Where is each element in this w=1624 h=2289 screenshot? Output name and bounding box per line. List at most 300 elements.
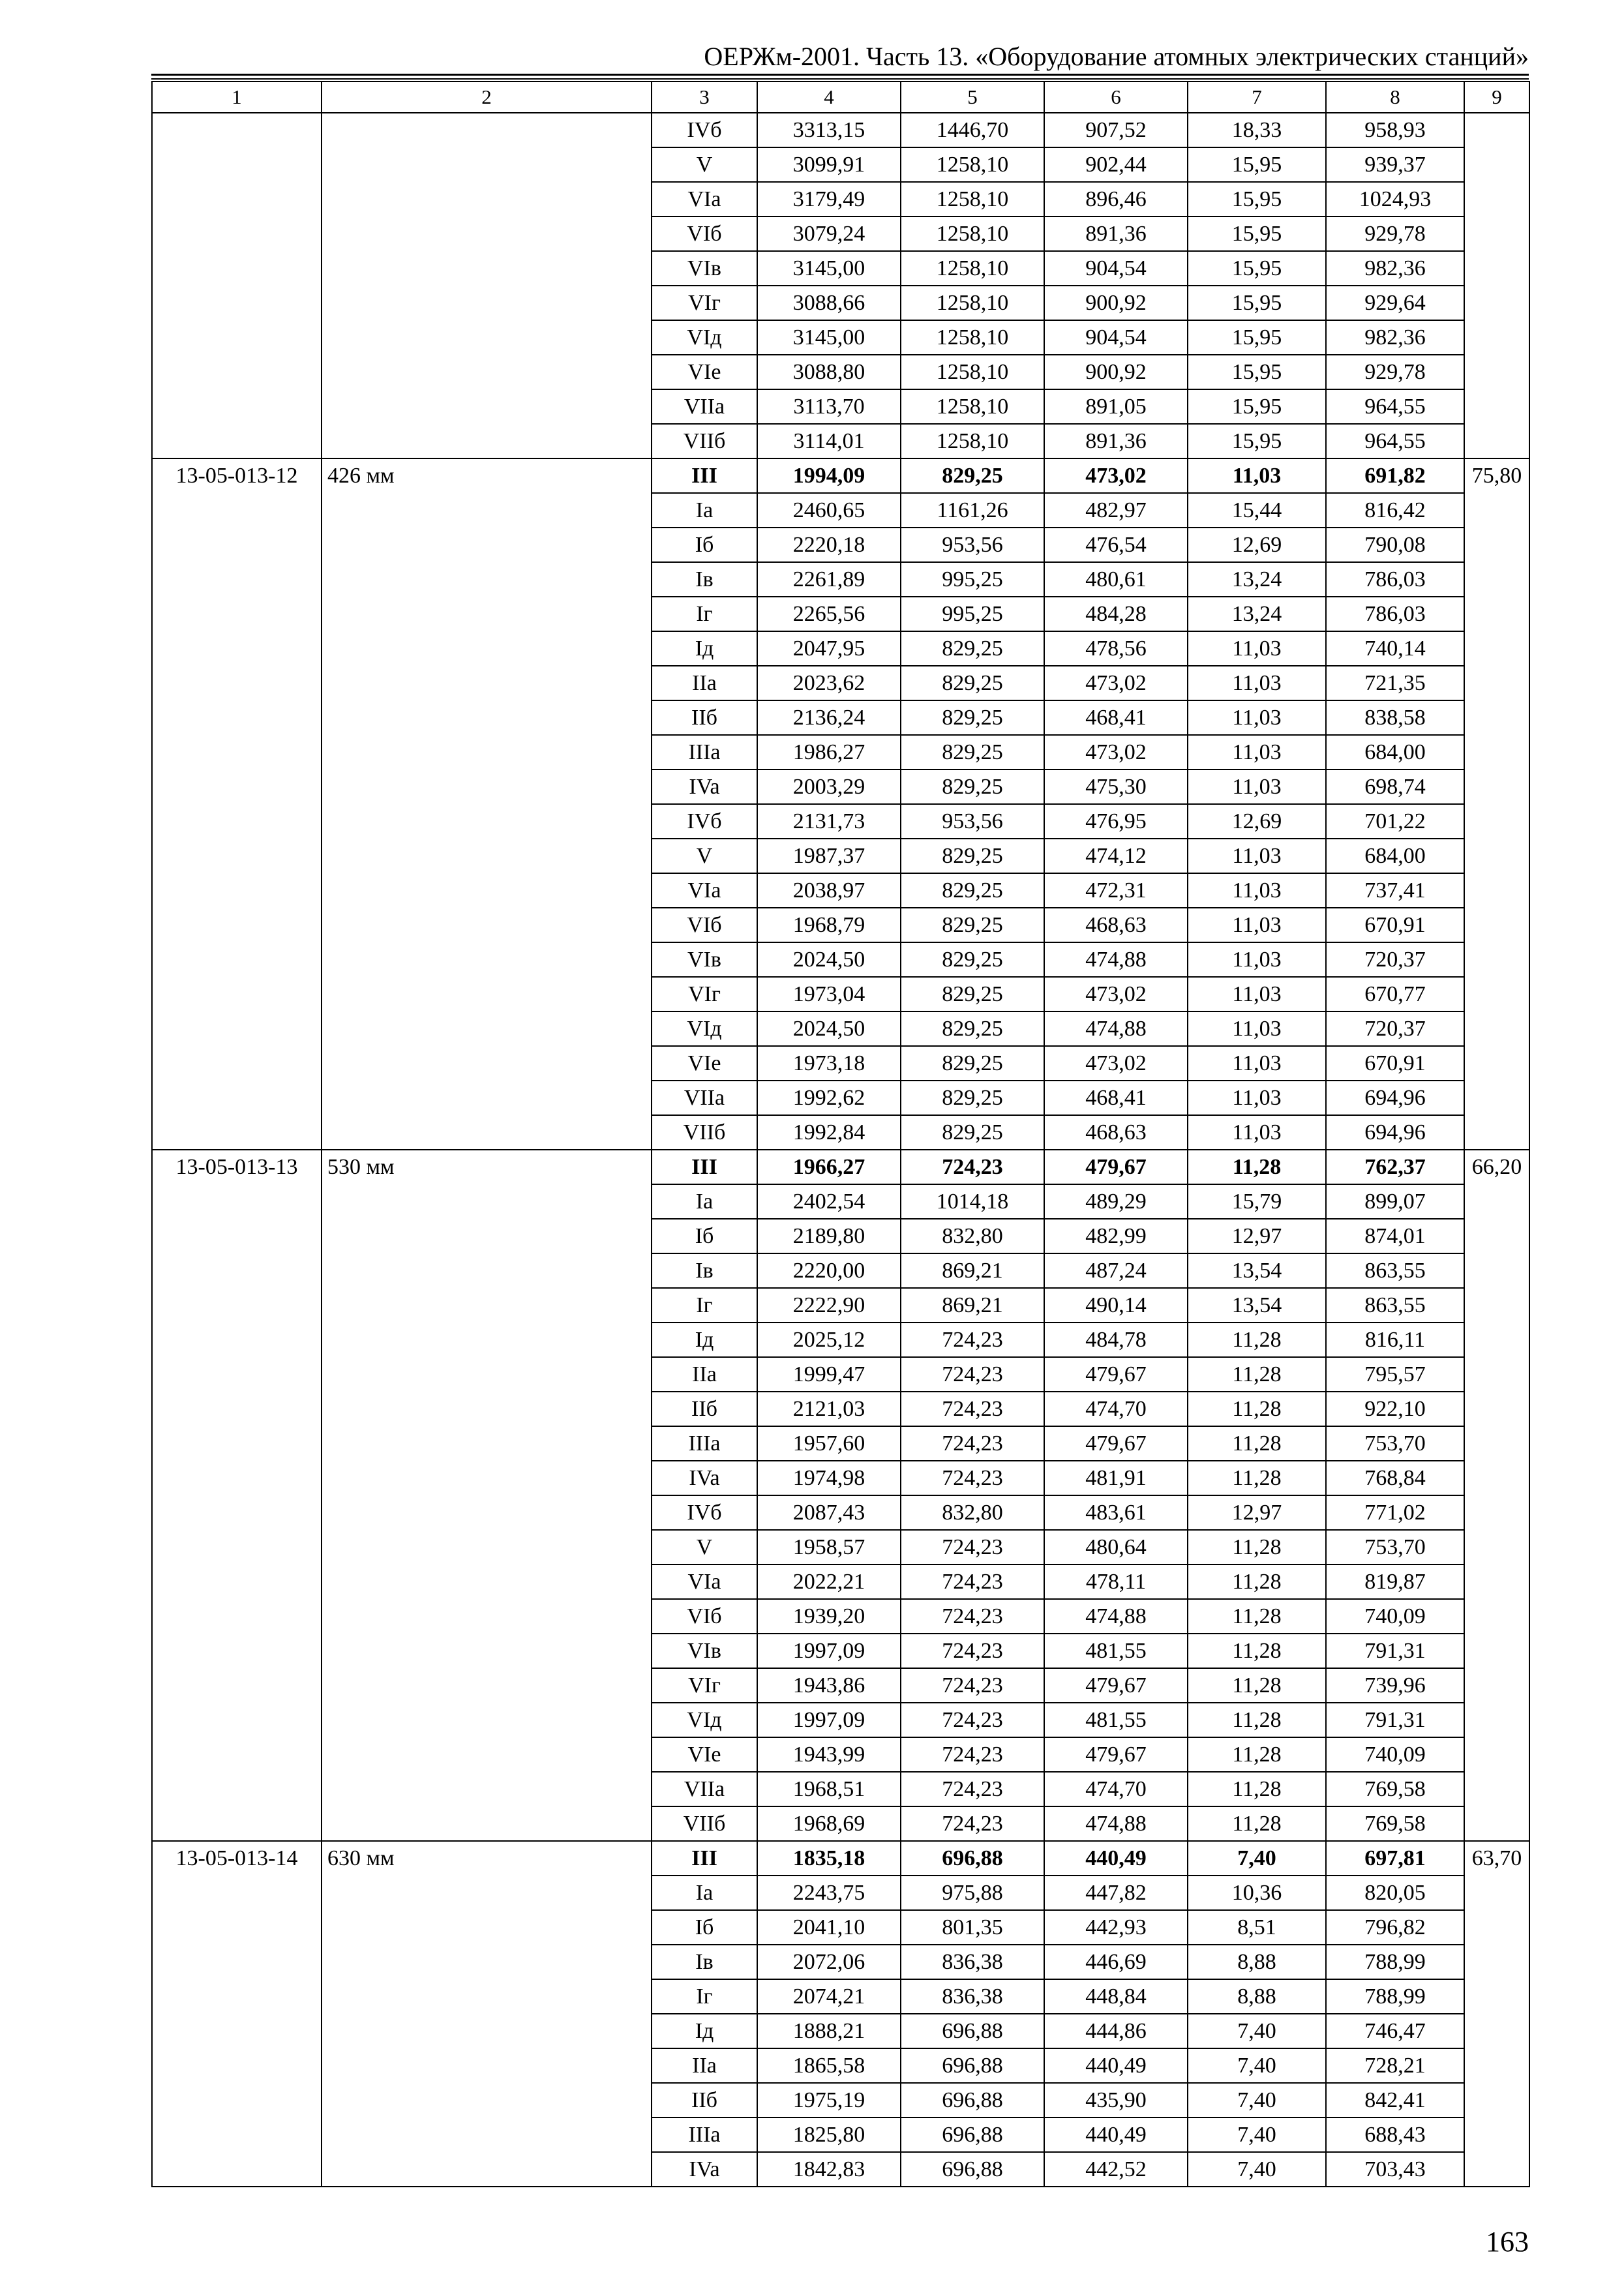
cell-col5: 696,88 [901,1841,1044,1876]
column-header: 7 [1188,82,1326,113]
cell-col5: 829,25 [901,873,1044,908]
cell-subcategory: VIд [652,1703,757,1737]
cell-col8: 958,93 [1326,113,1464,147]
cell-col6: 478,11 [1044,1564,1188,1599]
cell-col5: 829,25 [901,770,1044,804]
cell-col6: 483,61 [1044,1495,1188,1530]
cell-col8: 737,41 [1326,873,1464,908]
cell-col8: 684,00 [1326,839,1464,873]
cell-subcategory: IIб [652,2083,757,2117]
cell-col8: 720,37 [1326,1011,1464,1046]
cell-subcategory: Ia [652,1876,757,1910]
cell-col6: 896,46 [1044,182,1188,217]
cell-col6: 473,02 [1044,977,1188,1011]
page-header-title: ОЕРЖм-2001. Часть 13. «Оборудование атомных электрических станций» [704,42,1529,71]
cell-subcategory: VIe [652,1737,757,1772]
cell-subcategory: Iд [652,631,757,666]
cell-col8: 929,78 [1326,355,1464,389]
cell-col8: 790,08 [1326,528,1464,562]
cell-col4: 2087,43 [757,1495,901,1530]
table-header [152,82,1529,113]
cell-col4: 2402,54 [757,1184,901,1219]
cell-col7: 15,95 [1188,286,1326,320]
cell-subcategory: VIe [652,355,757,389]
cell-col5: 829,25 [901,631,1044,666]
cell-col7: 7,40 [1188,2048,1326,2083]
cell-col8: 728,21 [1326,2048,1464,2083]
cell-subcategory: V [652,839,757,873]
cell-col7: 15,95 [1188,320,1326,355]
cell-col8: 688,43 [1326,2117,1464,2152]
cell-col4: 1966,27 [757,1150,901,1184]
cell-col6: 487,24 [1044,1253,1188,1288]
cell-col7: 7,40 [1188,2117,1326,2152]
cell-col6: 476,95 [1044,804,1188,839]
cell-col6: 474,70 [1044,1392,1188,1426]
cell-col4: 3088,66 [757,286,901,320]
cell-col7: 8,51 [1188,1910,1326,1945]
cell-col8: 703,43 [1326,2152,1464,2187]
cell-subcategory: IIa [652,2048,757,2083]
cell-subcategory: Iд [652,2014,757,2048]
column-header: 9 [1464,82,1529,113]
cell-col8: 698,74 [1326,770,1464,804]
cell-subcategory: VIв [652,1634,757,1668]
cell-col4: 1997,09 [757,1703,901,1737]
cell-col6: 474,88 [1044,1599,1188,1634]
cell-col8: 721,35 [1326,666,1464,700]
cell-col5: 724,23 [901,1323,1044,1357]
cell-col6: 904,54 [1044,251,1188,286]
cell-col5: 829,25 [901,977,1044,1011]
cell-col5: 696,88 [901,2014,1044,2048]
cell-col5: 829,25 [901,1081,1044,1115]
cell-col4: 1865,58 [757,2048,901,2083]
cell-col8: 874,01 [1326,1219,1464,1253]
cell-col5: 832,80 [901,1219,1044,1253]
cell-col6: 489,29 [1044,1184,1188,1219]
cell-col5: 1161,26 [901,493,1044,528]
cell-col8: 816,11 [1326,1323,1464,1357]
table-body [152,113,1529,2187]
cell-col5: 995,25 [901,562,1044,597]
cell-col8: 694,96 [1326,1115,1464,1150]
cell-col7: 11,03 [1188,458,1326,493]
cell-col5: 829,25 [901,942,1044,977]
table-row [152,1150,1529,1184]
cell-col4: 2222,90 [757,1288,901,1323]
header-rule [151,74,1529,76]
cell-col8: 670,77 [1326,977,1464,1011]
cell-col7: 11,28 [1188,1357,1326,1392]
cell-col7: 15,95 [1188,147,1326,182]
cell-subcategory: VIг [652,977,757,1011]
cell-subcategory: Iг [652,1288,757,1323]
cell-col7: 11,03 [1188,908,1326,942]
column-header: 6 [1044,82,1188,113]
cell-col8: 929,78 [1326,217,1464,251]
cell-col6: 440,49 [1044,1841,1188,1876]
cell-subcategory: IIб [652,700,757,735]
cell-col5: 724,23 [901,1426,1044,1461]
cell-col7: 11,28 [1188,1806,1326,1841]
cell-col6: 481,55 [1044,1703,1188,1737]
cell-col6: 484,28 [1044,597,1188,631]
cell-col8: 691,82 [1326,458,1464,493]
cell-col5: 724,23 [901,1772,1044,1806]
cell-col5: 829,25 [901,1046,1044,1081]
cell-col6: 468,63 [1044,908,1188,942]
cell-subcategory: Iд [652,1323,757,1357]
cell-col6: 891,36 [1044,217,1188,251]
cell-col6: 482,97 [1044,493,1188,528]
cell-col7: 10,36 [1188,1876,1326,1910]
cell-subcategory: VIб [652,1599,757,1634]
cell-col4: 1943,86 [757,1668,901,1703]
cell-subcategory: IIa [652,666,757,700]
cell-col6: 473,02 [1044,735,1188,770]
cell-col8: 746,47 [1326,2014,1464,2048]
cell-col5: 869,21 [901,1288,1044,1323]
cell-col8: 820,05 [1326,1876,1464,1910]
cell-subcategory: VIIa [652,1081,757,1115]
cell-col5: 1014,18 [901,1184,1044,1219]
cell-col6: 474,70 [1044,1772,1188,1806]
rates-table [151,81,1530,2187]
cell-col8: 816,42 [1326,493,1464,528]
cell-col5: 1258,10 [901,424,1044,458]
cell-col4: 1968,69 [757,1806,901,1841]
cell-col6: 442,52 [1044,2152,1188,2187]
cell-col6: 472,31 [1044,873,1188,908]
cell-col7: 11,03 [1188,666,1326,700]
cell-col6: 474,88 [1044,942,1188,977]
cell-col4: 2189,80 [757,1219,901,1253]
cell-subcategory: VIг [652,1668,757,1703]
cell-col5: 1258,10 [901,320,1044,355]
cell-col6: 891,36 [1044,424,1188,458]
cell-col6: 468,41 [1044,1081,1188,1115]
cell-col8: 670,91 [1326,1046,1464,1081]
cell-col5: 975,88 [901,1876,1044,1910]
cell-col7: 11,28 [1188,1392,1326,1426]
cell-col8: 684,00 [1326,735,1464,770]
cell-col5: 829,25 [901,1115,1044,1150]
cell-col7: 11,03 [1188,770,1326,804]
cell-col6: 473,02 [1044,1046,1188,1081]
cell-col6: 474,88 [1044,1806,1188,1841]
cell-col4: 2074,21 [757,1979,901,2014]
cell-col7: 11,03 [1188,1011,1326,1046]
cell-col6: 448,84 [1044,1979,1188,2014]
cell-col6: 482,99 [1044,1219,1188,1253]
cell-col6: 481,91 [1044,1461,1188,1495]
cell-col8: 791,31 [1326,1703,1464,1737]
cell-col8: 788,99 [1326,1979,1464,2014]
table-row [152,458,1529,493]
cell-col4: 1958,57 [757,1530,901,1564]
cell-col5: 829,25 [901,735,1044,770]
cell-col5: 724,23 [901,1564,1044,1599]
cell-col6: 435,90 [1044,2083,1188,2117]
cell-col8: 964,55 [1326,389,1464,424]
cell-col4: 2121,03 [757,1392,901,1426]
cell-col5: 829,25 [901,839,1044,873]
cell-col4: 2024,50 [757,942,901,977]
cell-col4: 1968,51 [757,1772,901,1806]
cell-col8: 739,96 [1326,1668,1464,1703]
cell-col5: 724,23 [901,1357,1044,1392]
cell-col4: 1825,80 [757,2117,901,2152]
cell-col6: 479,67 [1044,1150,1188,1184]
cell-col6: 902,44 [1044,147,1188,182]
cell-col8: 982,36 [1326,320,1464,355]
cell-col5: 696,88 [901,2083,1044,2117]
cell-col5: 801,35 [901,1910,1044,1945]
cell-col7: 11,03 [1188,700,1326,735]
cell-col8: 863,55 [1326,1253,1464,1288]
cell-col8: 740,09 [1326,1737,1464,1772]
cell-col6: 490,14 [1044,1288,1188,1323]
cell-col7: 8,88 [1188,1979,1326,2014]
cell-col7: 11,28 [1188,1737,1326,1772]
cell-col8: 740,09 [1326,1599,1464,1634]
cell-subcategory: VIв [652,942,757,977]
cell-col7: 11,28 [1188,1426,1326,1461]
cell-col4: 2041,10 [757,1910,901,1945]
cell-col8: 753,70 [1326,1426,1464,1461]
cell-col4: 1992,84 [757,1115,901,1150]
cell-col5: 696,88 [901,2048,1044,2083]
cell-col7: 11,28 [1188,1150,1326,1184]
cell-col7: 12,69 [1188,528,1326,562]
cell-col4: 3114,01 [757,424,901,458]
cell-col6: 474,88 [1044,1011,1188,1046]
cell-subcategory: IIб [652,1392,757,1426]
cell-col4: 1974,98 [757,1461,901,1495]
cell-col7: 13,54 [1188,1288,1326,1323]
cell-subcategory: Iв [652,1945,757,1979]
cell-col5: 829,25 [901,908,1044,942]
cell-col4: 3179,49 [757,182,901,217]
cell-col8: 796,82 [1326,1910,1464,1945]
cell-col7: 11,28 [1188,1772,1326,1806]
cell-col4: 2047,95 [757,631,901,666]
cell-code: 13-05-013-13 [152,1150,322,1841]
cell-col5: 724,23 [901,1150,1044,1184]
cell-col7: 7,40 [1188,2152,1326,2187]
cell-col7: 11,03 [1188,873,1326,908]
cell-code: 13-05-013-14 [152,1841,322,2187]
cell-col6: 479,67 [1044,1426,1188,1461]
cell-col8: 740,14 [1326,631,1464,666]
cell-col7: 12,97 [1188,1219,1326,1253]
cell-col7: 15,79 [1188,1184,1326,1219]
cell-subcategory: Iв [652,562,757,597]
cell-col6: 904,54 [1044,320,1188,355]
cell-subcategory: IIIa [652,1426,757,1461]
cell-col5: 724,23 [901,1392,1044,1426]
cell-col4: 1986,27 [757,735,901,770]
cell-subcategory: Iб [652,1910,757,1945]
cell-col5: 836,38 [901,1979,1044,2014]
cell-col7: 15,95 [1188,251,1326,286]
cell-subcategory: III [652,1150,757,1184]
cell-col6: 468,41 [1044,700,1188,735]
cell-col4: 1997,09 [757,1634,901,1668]
cell-col4: 1994,09 [757,458,901,493]
cell-col6: 473,02 [1044,458,1188,493]
cell-col4: 1992,62 [757,1081,901,1115]
cell-subcategory: VIIa [652,389,757,424]
cell-col8: 842,41 [1326,2083,1464,2117]
cell-subcategory: III [652,1841,757,1876]
cell-subcategory: Iб [652,528,757,562]
cell-col4: 3088,80 [757,355,901,389]
cell-col6: 476,54 [1044,528,1188,562]
cell-subcategory: VIб [652,217,757,251]
cell-col4: 3145,00 [757,251,901,286]
cell-col7: 11,28 [1188,1461,1326,1495]
cell-col7: 15,95 [1188,355,1326,389]
rates-table-container [151,81,1529,2187]
cell-col4: 1943,99 [757,1737,901,1772]
column-header: 2 [322,82,652,113]
cell-col9: 63,70 [1464,1841,1529,2187]
cell-col6: 440,49 [1044,2048,1188,2083]
cell-col4: 1968,79 [757,908,901,942]
cell-col7: 8,88 [1188,1945,1326,1979]
column-header: 1 [152,82,322,113]
cell-col4: 2022,21 [757,1564,901,1599]
cell-subcategory: VIa [652,873,757,908]
cell-col8: 720,37 [1326,942,1464,977]
cell-col4: 1973,18 [757,1046,901,1081]
cell-col4: 1888,21 [757,2014,901,2048]
cell-col6: 481,55 [1044,1634,1188,1668]
cell-subcategory: Iг [652,597,757,631]
cell-col8: 982,36 [1326,251,1464,286]
cell-col6: 479,67 [1044,1357,1188,1392]
cell-subcategory: IVa [652,1461,757,1495]
cell-col5: 836,38 [901,1945,1044,1979]
cell-col7: 15,44 [1188,493,1326,528]
cell-col8: 697,81 [1326,1841,1464,1876]
cell-subcategory: Iв [652,1253,757,1288]
cell-col6: 479,67 [1044,1668,1188,1703]
cell-col6: 478,56 [1044,631,1188,666]
cell-col7: 13,54 [1188,1253,1326,1288]
cell-col6: 442,93 [1044,1910,1188,1945]
cell-col8: 788,99 [1326,1945,1464,1979]
cell-col7: 11,03 [1188,977,1326,1011]
cell-col8: 769,58 [1326,1772,1464,1806]
cell-col5: 1258,10 [901,355,1044,389]
cell-col7: 13,24 [1188,597,1326,631]
cell-subcategory: Iб [652,1219,757,1253]
cell-col4: 2460,65 [757,493,901,528]
cell-col7: 7,40 [1188,1841,1326,1876]
cell-col8: 929,64 [1326,286,1464,320]
cell-col6: 440,49 [1044,2117,1188,2152]
cell-subcategory: VIв [652,251,757,286]
cell-subcategory: VIб [652,908,757,942]
cell-col4: 2131,73 [757,804,901,839]
cell-col7: 11,28 [1188,1703,1326,1737]
cell-col8: 762,37 [1326,1150,1464,1184]
cell-col8: 838,58 [1326,700,1464,735]
cell-col7: 15,95 [1188,424,1326,458]
table-row [152,1841,1529,1876]
cell-col8: 768,84 [1326,1461,1464,1495]
cell-subcategory: IVa [652,2152,757,2187]
cell-col7: 11,03 [1188,942,1326,977]
cell-col7: 11,03 [1188,631,1326,666]
cell-col8: 1024,93 [1326,182,1464,217]
cell-col8: 922,10 [1326,1392,1464,1426]
cell-col4: 3145,00 [757,320,901,355]
cell-col5: 724,23 [901,1703,1044,1737]
cell-col6: 475,30 [1044,770,1188,804]
cell-col5: 696,88 [901,2152,1044,2187]
cell-col4: 2023,62 [757,666,901,700]
cell-col5: 1258,10 [901,251,1044,286]
cell-col4: 1842,83 [757,2152,901,2187]
cell-subcategory: VIIб [652,1115,757,1150]
cell-col4: 2038,97 [757,873,901,908]
cell-col9-empty [1464,113,1529,458]
cell-subcategory: V [652,1530,757,1564]
cell-col5: 724,23 [901,1599,1044,1634]
cell-col8: 670,91 [1326,908,1464,942]
cell-col7: 15,95 [1188,217,1326,251]
cell-col4: 2220,18 [757,528,901,562]
cell-col6: 480,61 [1044,562,1188,597]
cell-col7: 12,69 [1188,804,1326,839]
cell-col8: 899,07 [1326,1184,1464,1219]
cell-col5: 869,21 [901,1253,1044,1288]
cell-subcategory: III [652,458,757,493]
cell-col7: 13,24 [1188,562,1326,597]
page-number: 163 [1486,2226,1529,2258]
column-header: 4 [757,82,901,113]
cell-col5: 829,25 [901,1011,1044,1046]
cell-col5: 832,80 [901,1495,1044,1530]
cell-subcategory: VIIб [652,424,757,458]
cell-col6: 891,05 [1044,389,1188,424]
cell-col6: 468,63 [1044,1115,1188,1150]
cell-col7: 11,03 [1188,839,1326,873]
cell-subcategory: VIIa [652,1772,757,1806]
cell-col6: 444,86 [1044,2014,1188,2048]
cell-col7: 12,97 [1188,1495,1326,1530]
cell-col7: 15,95 [1188,182,1326,217]
cell-col7: 11,28 [1188,1323,1326,1357]
cell-col5: 829,25 [901,458,1044,493]
cell-col4: 3113,70 [757,389,901,424]
cell-subcategory: VIa [652,182,757,217]
cell-subcategory: VIд [652,1011,757,1046]
cell-col7: 15,95 [1188,389,1326,424]
cell-name-empty [322,113,652,458]
cell-col5: 953,56 [901,804,1044,839]
cell-col5: 1258,10 [901,217,1044,251]
cell-col7: 11,03 [1188,735,1326,770]
cell-col5: 696,88 [901,2117,1044,2152]
cell-col6: 900,92 [1044,286,1188,320]
cell-subcategory: IVб [652,113,757,147]
cell-col4: 2220,00 [757,1253,901,1288]
